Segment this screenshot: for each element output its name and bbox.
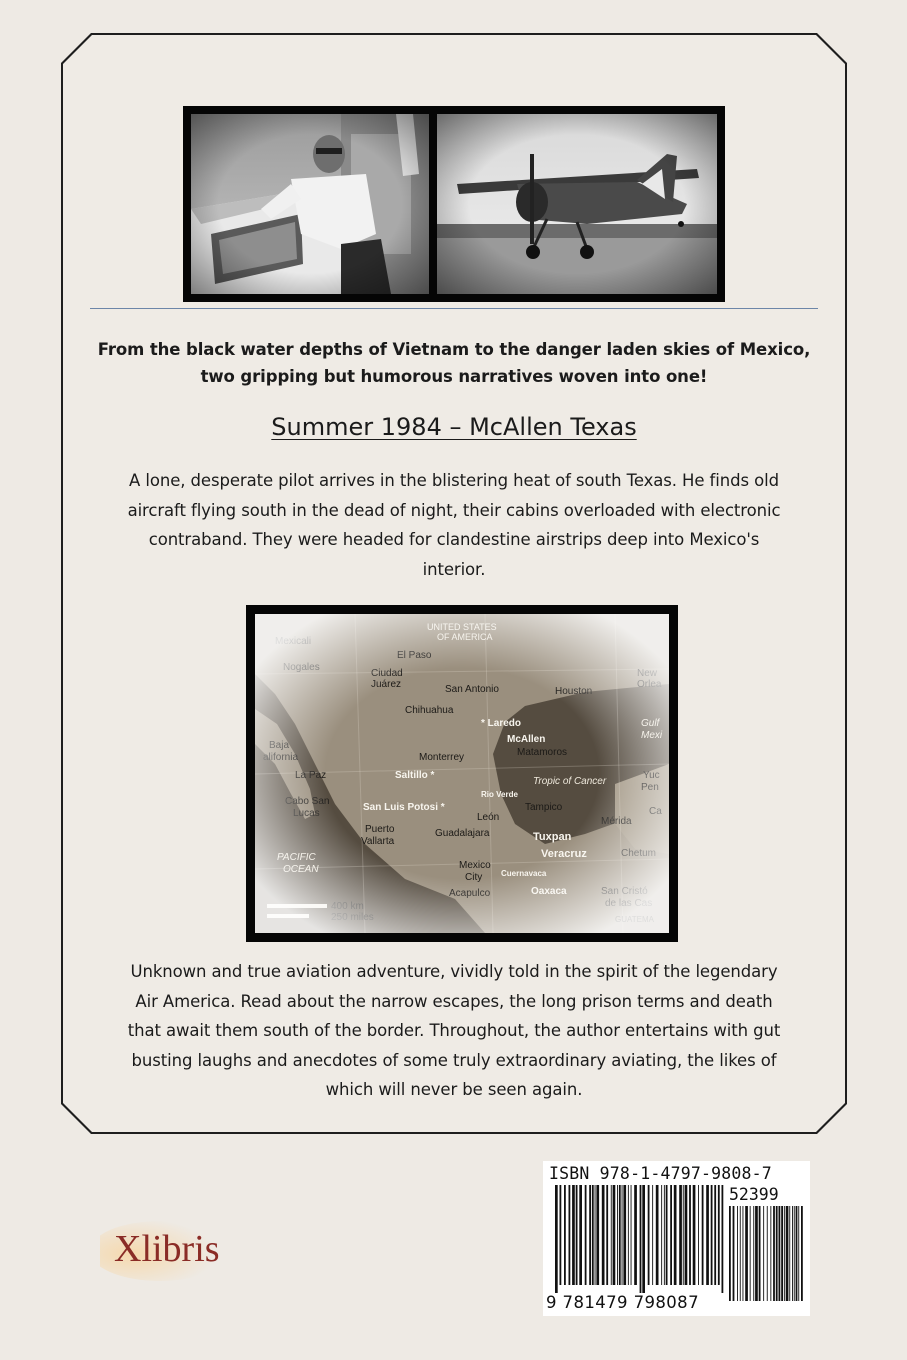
isbn-label: ISBN 978-1-4797-9808-7 — [549, 1164, 772, 1183]
barcode-bar — [569, 1185, 571, 1285]
barcode-bar — [628, 1185, 629, 1285]
photo-strip — [183, 106, 725, 302]
barcode-bar — [770, 1206, 771, 1301]
barcode-bar — [617, 1185, 618, 1285]
barcode-bar — [592, 1185, 594, 1285]
barcode-bar — [589, 1185, 591, 1285]
publisher-name: Xlibris — [114, 1228, 220, 1270]
barcode-bar — [652, 1185, 653, 1285]
price-code: 52399 — [729, 1185, 779, 1204]
barcode-bar — [798, 1206, 799, 1301]
barcode-bar — [670, 1185, 672, 1285]
barcode-bar — [750, 1206, 751, 1301]
synopsis-paragraph — [90, 466, 818, 584]
xlibris-logo — [100, 1213, 300, 1283]
barcode-bar — [702, 1185, 704, 1285]
barcode-bar — [781, 1206, 783, 1301]
barcode-bar — [733, 1206, 735, 1301]
paragraph-line: A lone, desperate pilot arrives in the blistering heat of south Texas. He finds old — [129, 471, 779, 490]
barcode-bar — [776, 1206, 778, 1301]
barcode-bar — [596, 1185, 599, 1285]
paragraph-line: aircraft flying south in the dead of night, their cabins overloaded with electronic — [127, 500, 781, 520]
barcode-bar — [789, 1206, 790, 1301]
barcode-bar — [784, 1206, 785, 1301]
barcode-bar — [666, 1185, 668, 1285]
airplane-photo — [437, 114, 717, 294]
barcode-bar — [698, 1185, 699, 1285]
barcode-bar — [792, 1206, 793, 1301]
tagline-line: From the black water depths of Vietnam to the danger laden skies of Mexico, — [97, 340, 811, 359]
barcode-bar — [745, 1206, 748, 1301]
barcode-bar — [623, 1185, 626, 1285]
barcode-bar — [572, 1185, 575, 1285]
section-heading — [90, 410, 818, 444]
barcode-bar — [759, 1206, 761, 1301]
barcode-bar — [786, 1206, 789, 1301]
barcode-bar — [753, 1206, 754, 1301]
barcode-digits: 9 781479 798087 — [546, 1293, 699, 1312]
barcode-bar — [740, 1206, 741, 1301]
barcode-bar — [689, 1185, 691, 1285]
barcode-bar — [743, 1206, 744, 1301]
barcode-bar — [767, 1206, 768, 1301]
barcode-bar — [602, 1185, 605, 1285]
barcode-bar — [661, 1185, 662, 1285]
tagline — [90, 336, 818, 390]
barcode-bar — [595, 1185, 596, 1285]
paragraph-line: that await them south of the border. Throughout, the author entertains with gut — [127, 1021, 781, 1040]
barcode-bar — [763, 1206, 764, 1301]
barcode-bar — [631, 1185, 632, 1285]
paragraph-line: busting laughs and anecdotes of some truly extraordinary aviating, the likes of — [131, 1050, 777, 1070]
barcode-bar — [722, 1185, 724, 1293]
tagline-line: two gripping but humorous narratives woven into one! — [200, 367, 708, 386]
barcode-bar — [714, 1185, 716, 1285]
barcode-bar — [737, 1206, 738, 1301]
barcode-bar — [755, 1206, 758, 1301]
barcode-bar — [693, 1185, 696, 1285]
barcode-bars — [555, 1185, 725, 1293]
pilot-photo — [191, 114, 429, 294]
barcode-bar — [685, 1185, 688, 1285]
paragraph-line: Air America. Read about the narrow escapes, the long prison terms and death — [135, 991, 773, 1011]
barcode-bar — [642, 1185, 645, 1293]
paragraph-line: contraband. They were headed for clandestine airstrips deep into Mexico's — [148, 530, 760, 549]
paragraph-line: Unknown and true aviation adventure, vividly told in the spirit of the legendary — [130, 962, 778, 981]
barcode-bar — [634, 1185, 637, 1285]
description-paragraph — [90, 957, 818, 1105]
paragraph-line: which will never be seen again. — [325, 1080, 583, 1099]
barcode-bar — [796, 1206, 798, 1301]
barcode-bar — [613, 1185, 616, 1285]
barcode-bar — [706, 1185, 709, 1285]
barcode-bar — [585, 1185, 587, 1285]
barcode-bar — [619, 1185, 621, 1285]
mexico-map-image — [255, 614, 669, 933]
barcode-bar — [611, 1185, 612, 1285]
barcode-bar — [679, 1185, 682, 1285]
section-heading-text: Summer 1984 – McAllen Texas — [271, 413, 637, 441]
barcode-bar — [711, 1185, 713, 1285]
barcode-addon-bars — [729, 1206, 803, 1309]
barcode-bar — [648, 1185, 650, 1285]
barcode-bar — [794, 1206, 795, 1301]
divider-line — [90, 308, 818, 309]
barcode-bar — [683, 1185, 684, 1285]
barcode-bar — [718, 1185, 720, 1285]
barcode-bar — [729, 1206, 731, 1301]
barcode-bar — [576, 1185, 578, 1285]
barcode-bar — [674, 1185, 677, 1285]
paragraph-line: interior. — [422, 559, 486, 579]
barcode-bar — [779, 1206, 781, 1301]
barcode-bar — [606, 1185, 608, 1285]
mexico-map — [246, 605, 678, 942]
barcode-bar — [622, 1185, 623, 1285]
barcode-bar — [801, 1206, 803, 1301]
barcode-bar — [664, 1185, 665, 1285]
barcode-bar — [640, 1185, 642, 1293]
barcode-bar — [773, 1206, 775, 1301]
barcode-bar — [555, 1185, 558, 1293]
barcode-bar — [560, 1185, 562, 1285]
isbn-barcode — [543, 1161, 810, 1316]
barcode-bar — [579, 1185, 582, 1285]
barcode-bar — [564, 1185, 566, 1285]
barcode-bar — [656, 1185, 659, 1285]
